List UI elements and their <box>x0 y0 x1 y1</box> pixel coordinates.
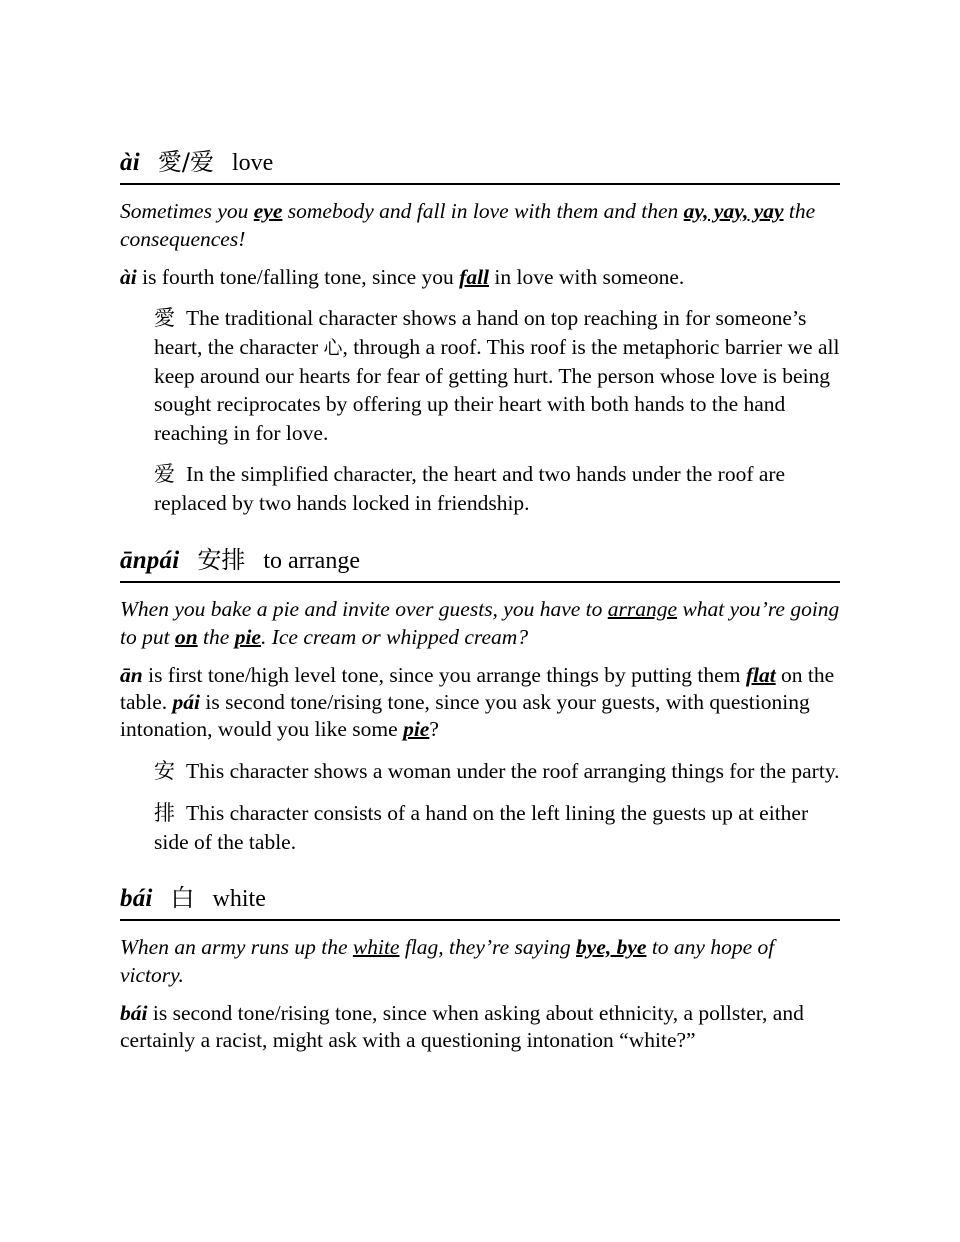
mnemonic-sentence <box>120 934 840 989</box>
tone-pinyin: ān <box>120 662 143 687</box>
dictionary-entry-anpai <box>120 545 840 856</box>
mnemonic-text-part: what you’re going to put <box>120 597 840 649</box>
tone-explanation <box>120 264 840 291</box>
entry-hanzi: 白 <box>170 884 195 913</box>
entry-hanzi: 愛/爱 <box>157 148 214 176</box>
entry-pinyin: bái <box>120 885 153 913</box>
character-note-text: This character consists of a hand on the left lining the guests up at either side of the table. <box>154 800 809 854</box>
mnemonic-keyword: pie <box>234 624 261 649</box>
character-note-text: The traditional character shows a hand on top reaching in for someone’s heart, the character <box>154 306 807 360</box>
tone-keyword: fall <box>459 264 490 289</box>
character-note-text: , through a roof. This roof is the metaphoric barrier we all keep around our hearts for fear of getting hurt. The person whose love is being sought reciprocates by offering up their heart with both hands to the hand reaching in for love. <box>154 335 840 445</box>
tone-keyword: flat <box>745 662 776 687</box>
character-note <box>154 304 840 447</box>
inline-character-glyph: 心 <box>323 337 343 360</box>
mnemonic-keyword: on <box>174 624 198 649</box>
character-note <box>154 460 840 518</box>
tone-text-part: is first tone/high level tone, since you arrange things by putting them <box>142 662 746 687</box>
character-glyph: 愛 <box>154 306 175 331</box>
entry-pinyin: ānpái <box>120 546 180 574</box>
entry-heading-anpai <box>120 545 840 583</box>
character-glyph: 排 <box>154 800 175 825</box>
tone-explanation <box>120 1000 840 1055</box>
mnemonic-text-part: Sometimes you <box>120 199 254 224</box>
tone-text-part: is second tone/rising tone, since you ask your guests, with questioning intonation, would you like some <box>120 690 810 742</box>
entry-hanzi: 安排 <box>197 545 246 574</box>
entry-heading-bai <box>120 886 840 921</box>
mnemonic-keyword: ay, yay, yay <box>683 199 784 224</box>
tone-pinyin: ài <box>120 264 137 289</box>
mnemonic-sentence <box>120 198 840 253</box>
mnemonic-keyword: bye, bye <box>576 935 647 960</box>
mnemonic-text-part: When you bake a pie and invite over guests, you have to <box>120 597 608 622</box>
character-note <box>154 799 840 857</box>
mnemonic-keyword: arrange <box>607 597 678 622</box>
tone-text-part: is second tone/rising tone, since when asking about ethnicity, a pollster, and certainly a racist, might ask with a questioning intonation “white?” <box>120 1000 804 1053</box>
entry-gloss: to arrange <box>263 547 360 574</box>
entry-gloss: love <box>231 150 274 176</box>
dictionary-entry-ai <box>120 150 840 518</box>
tone-pinyin: bái <box>120 1000 148 1025</box>
entry-gloss: white <box>212 886 266 913</box>
mnemonic-keyword: white <box>352 935 400 960</box>
tone-text-part: ? <box>429 717 439 742</box>
mnemonic-text-part: the <box>197 624 235 649</box>
character-note-text: This character shows a woman under the roof arranging things for the party. <box>186 758 840 783</box>
tone-text-part: is fourth tone/falling tone, since you <box>136 264 460 289</box>
mnemonic-text-part: to any hope of victory. <box>120 935 775 987</box>
entry-pinyin: ài <box>120 149 140 176</box>
mnemonic-sentence <box>120 596 840 651</box>
tone-pinyin-second: pái <box>172 690 201 715</box>
mnemonic-text-part: When an army runs up the <box>120 935 353 960</box>
character-glyph: 爱 <box>154 462 175 487</box>
tone-keyword: pie <box>403 717 430 742</box>
tone-explanation <box>120 662 840 744</box>
mnemonic-text-part: flag, they’re saying <box>399 935 577 960</box>
mnemonic-text-part: the consequences! <box>120 199 816 251</box>
character-note-text: In the simplified character, the heart and two hands under the roof are replaced by two hands locked in friendship. <box>154 462 786 516</box>
mnemonic-text-part: . Ice cream or whipped cream? <box>260 624 529 649</box>
tone-text-part: in love with someone. <box>489 264 685 289</box>
tone-text-part: on the table. <box>120 662 835 715</box>
character-glyph: 安 <box>154 758 175 783</box>
mnemonic-text-part: somebody and fall in love with them and then <box>282 199 684 224</box>
character-note <box>154 757 840 786</box>
entry-heading-ai <box>120 150 840 185</box>
mnemonic-keyword: eye <box>253 199 283 224</box>
dictionary-entry-bai <box>120 886 840 1054</box>
